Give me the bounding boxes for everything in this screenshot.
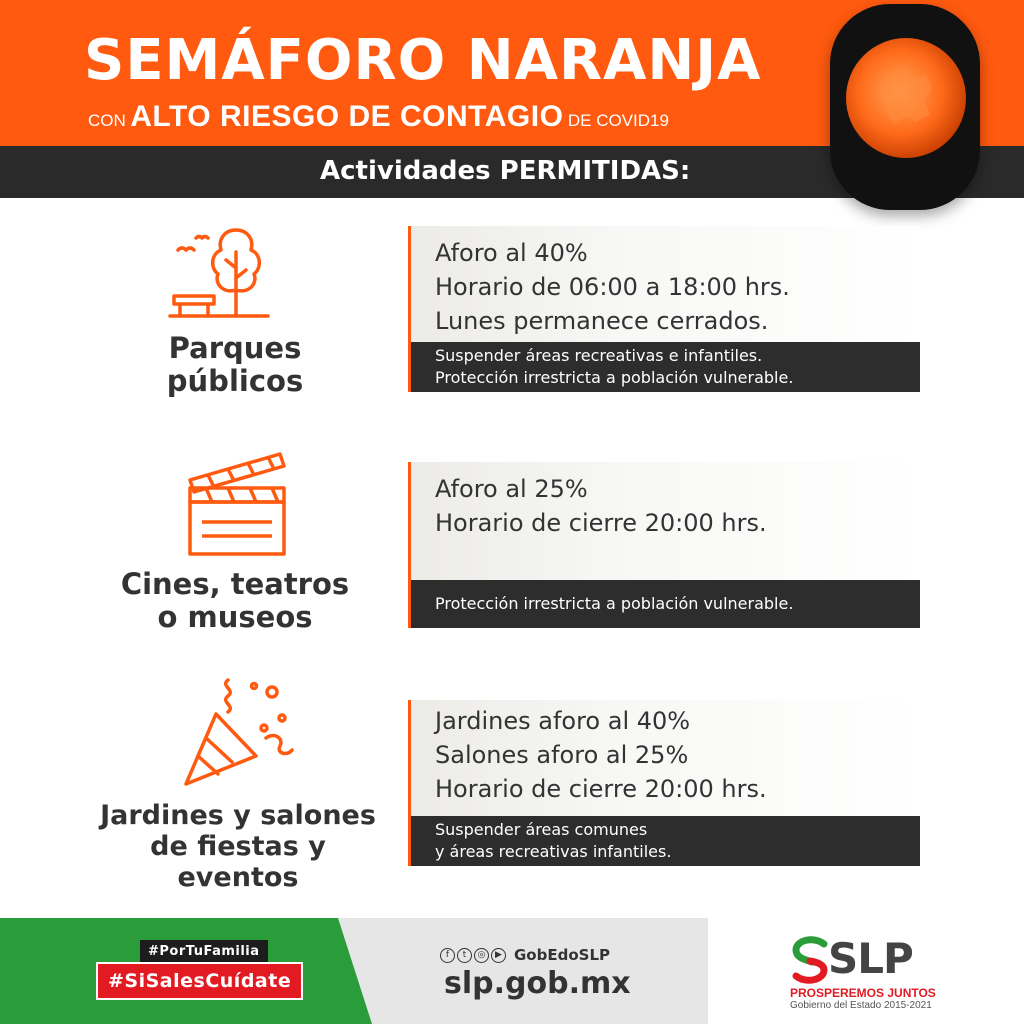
note-bar: Suspender áreas recreativas e infantiles. Protección irrestricta a población vulnerable. bbox=[411, 342, 920, 392]
hashtag-family: #PorTuFamilia bbox=[140, 940, 268, 963]
category-label-venues: Jardines y salones de fiestas y eventos bbox=[100, 800, 376, 894]
subtitle-main: ALTO RIESGO DE CONTAGIO bbox=[130, 100, 564, 133]
info-card-venues bbox=[408, 700, 920, 866]
info-line: Salones aforo al 25% bbox=[435, 741, 689, 769]
party-popper-icon bbox=[176, 674, 300, 790]
note-bar: Protección irrestricta a población vulnerable. bbox=[411, 580, 920, 628]
slogan: PROSPEREMOS JUNTOS bbox=[790, 986, 936, 1000]
facebook-icon[interactable]: f bbox=[440, 948, 455, 963]
park-tree-bench-icon bbox=[168, 222, 278, 324]
info-card-cinemas bbox=[408, 462, 920, 628]
youtube-icon[interactable]: ▶ bbox=[491, 948, 506, 963]
page-title: SEMÁFORO NARANJA bbox=[84, 28, 762, 93]
category-label-parks: Parques públicos bbox=[166, 331, 304, 399]
website-link[interactable]: slp.gob.mx bbox=[444, 966, 631, 1001]
government-period: Gobierno del Estado 2015-2021 bbox=[790, 1000, 932, 1011]
info-line: Lunes permanece cerrados. bbox=[435, 307, 769, 335]
instagram-icon[interactable]: ◎ bbox=[474, 948, 489, 963]
category-label-cinemas: Cines, teatros o museos bbox=[120, 567, 350, 635]
state-map-icon bbox=[846, 38, 966, 158]
slp-logo-text: SLP bbox=[828, 934, 913, 983]
info-line: Aforo al 40% bbox=[435, 239, 588, 267]
slp-logo-icon bbox=[790, 936, 830, 984]
hashtag-take-care: #SiSalesCuídate bbox=[96, 962, 303, 1000]
info-line: Aforo al 25% bbox=[435, 475, 588, 503]
info-line: Horario de cierre 20:00 hrs. bbox=[435, 509, 767, 537]
subtitle-prefix: CON bbox=[88, 111, 126, 130]
info-line: Horario de cierre 20:00 hrs. bbox=[435, 775, 767, 803]
page-subtitle bbox=[88, 100, 669, 134]
info-line: Jardines aforo al 40% bbox=[435, 707, 691, 735]
info-card-parks bbox=[408, 226, 920, 392]
clapperboard-icon bbox=[184, 450, 290, 558]
twitter-icon[interactable]: t bbox=[457, 948, 472, 963]
social-links bbox=[440, 946, 610, 964]
info-line: Horario de 06:00 a 18:00 hrs. bbox=[435, 273, 790, 301]
traffic-light-lens bbox=[846, 38, 966, 158]
note-bar: Suspender áreas comunes y áreas recreativas infantiles. bbox=[411, 816, 920, 866]
section-heading: Actividades PERMITIDAS: bbox=[320, 156, 691, 186]
social-handle: GobEdoSLP bbox=[514, 946, 610, 964]
subtitle-suffix: DE COVID19 bbox=[567, 111, 669, 130]
